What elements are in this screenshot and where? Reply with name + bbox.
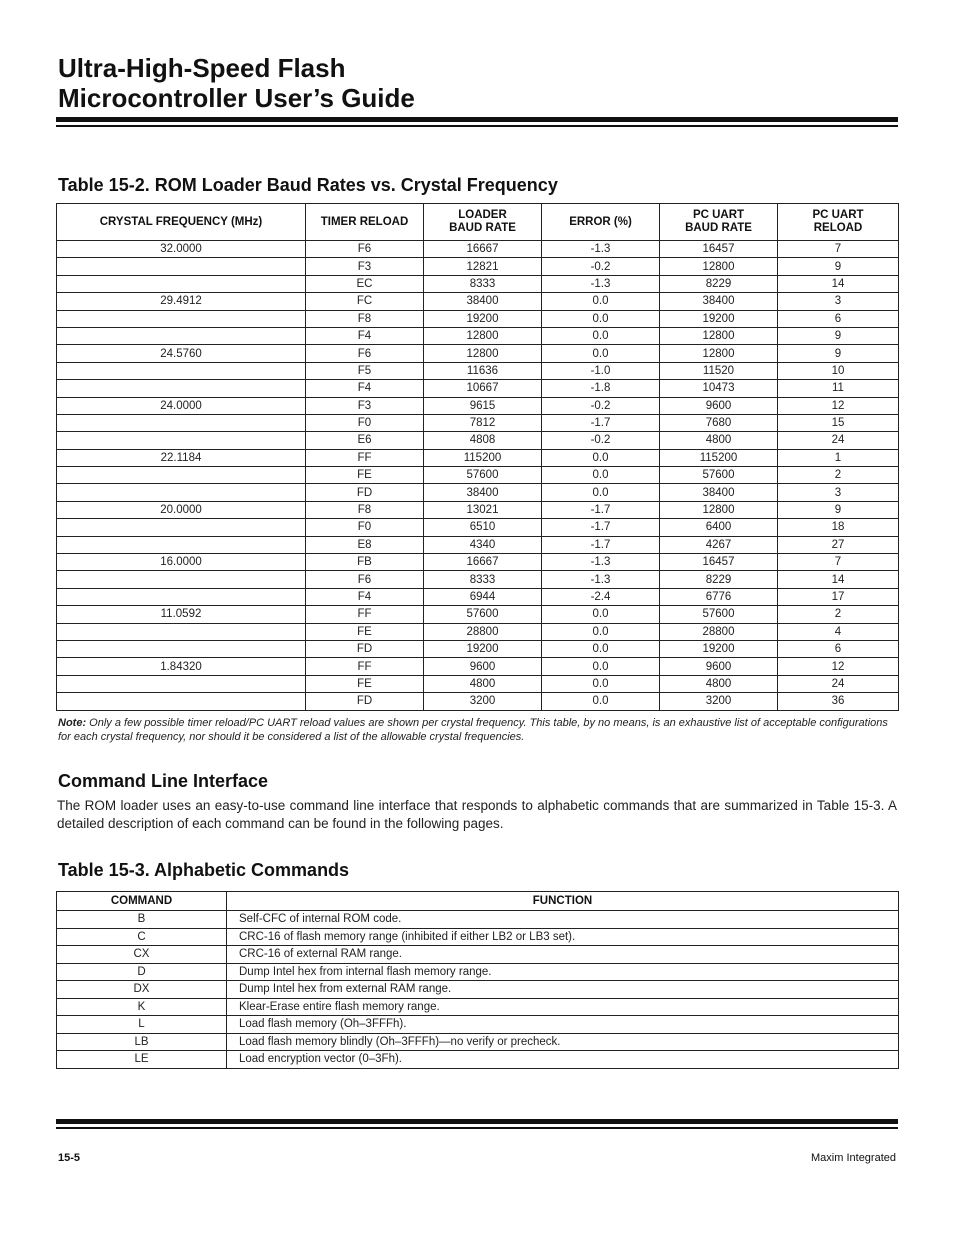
cell-loader-baud-rate: 4808 bbox=[424, 432, 542, 449]
cell-error: 0.0 bbox=[542, 484, 660, 501]
cell-pc-uart-baud-rate: 16457 bbox=[660, 554, 778, 571]
cell-timer-reload: FD bbox=[306, 484, 424, 501]
cell-command: CX bbox=[57, 946, 227, 964]
page-title-line2: Microcontroller User’s Guide bbox=[58, 83, 415, 113]
cell-crystal-frequency: 24.0000 bbox=[57, 397, 306, 414]
commands-table bbox=[56, 891, 899, 1069]
cell-timer-reload: F5 bbox=[306, 362, 424, 379]
cell-error: -0.2 bbox=[542, 432, 660, 449]
footer-rule-thick bbox=[56, 1119, 898, 1124]
cell-crystal-frequency: 32.0000 bbox=[57, 241, 306, 258]
cell-pc-uart-baud-rate: 6400 bbox=[660, 519, 778, 536]
cell-function: Klear-Erase entire flash memory range. bbox=[227, 998, 899, 1016]
cell-crystal-frequency bbox=[57, 275, 306, 292]
table2-row bbox=[57, 1051, 899, 1069]
cell-pc-uart-baud-rate: 4800 bbox=[660, 432, 778, 449]
cell-loader-baud-rate: 57600 bbox=[424, 606, 542, 623]
cell-pc-uart-reload: 12 bbox=[778, 397, 899, 414]
header-rule-thin bbox=[56, 125, 898, 127]
table2-caption: Table 15-3. Alphabetic Commands bbox=[58, 860, 350, 880]
cell-loader-baud-rate: 12800 bbox=[424, 327, 542, 344]
cell-loader-baud-rate: 115200 bbox=[424, 449, 542, 466]
cell-timer-reload: FC bbox=[306, 293, 424, 310]
cell-loader-baud-rate: 6510 bbox=[424, 519, 542, 536]
cell-pc-uart-reload: 9 bbox=[778, 327, 899, 344]
cell-pc-uart-baud-rate: 7680 bbox=[660, 414, 778, 431]
cell-loader-baud-rate: 16667 bbox=[424, 554, 542, 571]
cell-loader-baud-rate: 4800 bbox=[424, 675, 542, 692]
cell-pc-uart-baud-rate: 8229 bbox=[660, 571, 778, 588]
cell-pc-uart-baud-rate: 115200 bbox=[660, 449, 778, 466]
cell-error: -1.7 bbox=[542, 501, 660, 518]
cell-timer-reload: FD bbox=[306, 693, 424, 710]
cell-loader-baud-rate: 9615 bbox=[424, 397, 542, 414]
table1-row bbox=[57, 501, 899, 518]
cell-pc-uart-reload: 36 bbox=[778, 693, 899, 710]
cell-pc-uart-reload: 4 bbox=[778, 623, 899, 640]
cell-crystal-frequency bbox=[57, 571, 306, 588]
cell-pc-uart-reload: 14 bbox=[778, 275, 899, 292]
table1-row bbox=[57, 640, 899, 657]
cell-pc-uart-baud-rate: 12800 bbox=[660, 258, 778, 275]
table1-row bbox=[57, 414, 899, 431]
cell-timer-reload: F4 bbox=[306, 327, 424, 344]
cell-error: 0.0 bbox=[542, 449, 660, 466]
cell-command: LE bbox=[57, 1051, 227, 1069]
cell-pc-uart-reload: 3 bbox=[778, 484, 899, 501]
cell-error: -1.7 bbox=[542, 536, 660, 553]
cell-pc-uart-reload: 9 bbox=[778, 501, 899, 518]
cell-command: L bbox=[57, 1016, 227, 1034]
cell-crystal-frequency: 29.4912 bbox=[57, 293, 306, 310]
cell-timer-reload: F8 bbox=[306, 501, 424, 518]
cell-command: C bbox=[57, 928, 227, 946]
cell-loader-baud-rate: 13021 bbox=[424, 501, 542, 518]
table2-row bbox=[57, 963, 899, 981]
section-heading: Command Line Interface bbox=[58, 771, 269, 791]
table2-header-function: FUNCTION bbox=[227, 892, 899, 911]
cell-pc-uart-reload: 3 bbox=[778, 293, 899, 310]
table2-row bbox=[57, 998, 899, 1016]
cell-pc-uart-baud-rate: 6776 bbox=[660, 588, 778, 605]
cell-timer-reload: F3 bbox=[306, 258, 424, 275]
cell-timer-reload: EC bbox=[306, 275, 424, 292]
cell-timer-reload: E6 bbox=[306, 432, 424, 449]
page-number: 15-5 bbox=[58, 1152, 81, 1164]
table1-row bbox=[57, 310, 899, 327]
cell-error: 0.0 bbox=[542, 623, 660, 640]
table1-row bbox=[57, 241, 899, 258]
table1-row bbox=[57, 293, 899, 310]
cell-timer-reload: F0 bbox=[306, 414, 424, 431]
cell-timer-reload: F4 bbox=[306, 380, 424, 397]
table1-row bbox=[57, 658, 899, 675]
cell-loader-baud-rate: 3200 bbox=[424, 693, 542, 710]
cell-crystal-frequency: 24.5760 bbox=[57, 345, 306, 362]
cell-pc-uart-reload: 9 bbox=[778, 258, 899, 275]
cell-timer-reload: FF bbox=[306, 658, 424, 675]
cell-crystal-frequency bbox=[57, 414, 306, 431]
cell-pc-uart-baud-rate: 19200 bbox=[660, 310, 778, 327]
cell-pc-uart-reload: 2 bbox=[778, 467, 899, 484]
cell-error: 0.0 bbox=[542, 345, 660, 362]
table1-row bbox=[57, 432, 899, 449]
cell-error: -1.3 bbox=[542, 241, 660, 258]
table1-row bbox=[57, 536, 899, 553]
cell-loader-baud-rate: 38400 bbox=[424, 484, 542, 501]
table1-header-timer-reload: TIMER RELOAD bbox=[306, 204, 424, 241]
cell-error: 0.0 bbox=[542, 327, 660, 344]
cell-crystal-frequency bbox=[57, 362, 306, 379]
cell-timer-reload: FD bbox=[306, 640, 424, 657]
table1-row bbox=[57, 693, 899, 710]
cell-crystal-frequency bbox=[57, 327, 306, 344]
table1-caption: Table 15-2. ROM Loader Baud Rates vs. Crystal Frequency bbox=[58, 175, 558, 195]
cell-pc-uart-baud-rate: 4800 bbox=[660, 675, 778, 692]
footer-rule-thin bbox=[56, 1127, 898, 1129]
cell-timer-reload: F6 bbox=[306, 345, 424, 362]
cell-command: B bbox=[57, 911, 227, 929]
cell-crystal-frequency bbox=[57, 432, 306, 449]
cell-timer-reload: E8 bbox=[306, 536, 424, 553]
table1-row bbox=[57, 571, 899, 588]
cell-loader-baud-rate: 28800 bbox=[424, 623, 542, 640]
table2-row bbox=[57, 946, 899, 964]
cell-crystal-frequency bbox=[57, 675, 306, 692]
cell-command: DX bbox=[57, 981, 227, 999]
cell-error: -1.3 bbox=[542, 275, 660, 292]
cell-loader-baud-rate: 9600 bbox=[424, 658, 542, 675]
cell-command: LB bbox=[57, 1033, 227, 1051]
cell-pc-uart-reload: 27 bbox=[778, 536, 899, 553]
cell-crystal-frequency: 16.0000 bbox=[57, 554, 306, 571]
cell-crystal-frequency bbox=[57, 310, 306, 327]
table1-note bbox=[58, 716, 898, 744]
cell-pc-uart-reload: 12 bbox=[778, 658, 899, 675]
cell-error: -1.3 bbox=[542, 571, 660, 588]
table2-row bbox=[57, 928, 899, 946]
table1-row bbox=[57, 258, 899, 275]
table2-row bbox=[57, 911, 899, 929]
table1-row bbox=[57, 554, 899, 571]
table1-row bbox=[57, 675, 899, 692]
cell-error: 0.0 bbox=[542, 675, 660, 692]
cell-loader-baud-rate: 38400 bbox=[424, 293, 542, 310]
cell-loader-baud-rate: 8333 bbox=[424, 571, 542, 588]
cell-pc-uart-baud-rate: 16457 bbox=[660, 241, 778, 258]
cell-pc-uart-reload: 18 bbox=[778, 519, 899, 536]
cell-function: Load flash memory (Oh–3FFFh). bbox=[227, 1016, 899, 1034]
table2-row bbox=[57, 1016, 899, 1034]
cell-loader-baud-rate: 4340 bbox=[424, 536, 542, 553]
cell-loader-baud-rate: 16667 bbox=[424, 241, 542, 258]
cell-crystal-frequency bbox=[57, 467, 306, 484]
cell-crystal-frequency bbox=[57, 519, 306, 536]
baud-rate-table bbox=[56, 203, 899, 711]
table1-header-row bbox=[57, 204, 899, 241]
table1-header-pc-uart-reload: PC UART RELOAD bbox=[778, 204, 899, 241]
cell-crystal-frequency bbox=[57, 380, 306, 397]
cell-error: -2.4 bbox=[542, 588, 660, 605]
cell-function: Dump Intel hex from internal flash memory range. bbox=[227, 963, 899, 981]
cell-timer-reload: F6 bbox=[306, 241, 424, 258]
cell-crystal-frequency: 22.1184 bbox=[57, 449, 306, 466]
cell-crystal-frequency bbox=[57, 693, 306, 710]
cell-loader-baud-rate: 19200 bbox=[424, 310, 542, 327]
cell-timer-reload: FE bbox=[306, 467, 424, 484]
cell-command: D bbox=[57, 963, 227, 981]
cell-pc-uart-baud-rate: 38400 bbox=[660, 293, 778, 310]
cell-function: Load flash memory blindly (Oh–3FFFh)—no verify or precheck. bbox=[227, 1033, 899, 1051]
cell-pc-uart-baud-rate: 57600 bbox=[660, 467, 778, 484]
cell-pc-uart-baud-rate: 19200 bbox=[660, 640, 778, 657]
table1-header-pc-uart-baud-rate: PC UART BAUD RATE bbox=[660, 204, 778, 241]
cell-pc-uart-reload: 14 bbox=[778, 571, 899, 588]
table2-header-row bbox=[57, 892, 899, 911]
cell-error: -0.2 bbox=[542, 258, 660, 275]
section-paragraph: The ROM loader uses an easy-to-use command line interface that responds to alphabetic commands that are summarized in Table 15-3. A detailed description of each command can be found in the following pages. bbox=[57, 798, 897, 831]
table1-row bbox=[57, 484, 899, 501]
cell-pc-uart-reload: 2 bbox=[778, 606, 899, 623]
cell-function: CRC-16 of external RAM range. bbox=[227, 946, 899, 964]
cell-error: -1.7 bbox=[542, 414, 660, 431]
note-label: Note: bbox=[58, 717, 87, 729]
cell-pc-uart-baud-rate: 10473 bbox=[660, 380, 778, 397]
table1-row bbox=[57, 275, 899, 292]
cell-function: Self-CFC of internal ROM code. bbox=[227, 911, 899, 929]
table2-row bbox=[57, 1033, 899, 1051]
cell-pc-uart-baud-rate: 12800 bbox=[660, 345, 778, 362]
cell-loader-baud-rate: 7812 bbox=[424, 414, 542, 431]
cell-pc-uart-baud-rate: 3200 bbox=[660, 693, 778, 710]
cell-error: 0.0 bbox=[542, 693, 660, 710]
cell-error: 0.0 bbox=[542, 310, 660, 327]
cell-pc-uart-reload: 17 bbox=[778, 588, 899, 605]
cell-crystal-frequency bbox=[57, 640, 306, 657]
cell-error: 0.0 bbox=[542, 658, 660, 675]
table1-header-crystal-frequency: CRYSTAL FREQUENCY (MHz) bbox=[57, 204, 306, 241]
table1-row bbox=[57, 606, 899, 623]
cell-pc-uart-baud-rate: 12800 bbox=[660, 327, 778, 344]
cell-crystal-frequency bbox=[57, 258, 306, 275]
table1-header-loader-baud-rate: LOADER BAUD RATE bbox=[424, 204, 542, 241]
cell-error: 0.0 bbox=[542, 606, 660, 623]
cell-timer-reload: FE bbox=[306, 623, 424, 640]
cell-timer-reload: F4 bbox=[306, 588, 424, 605]
cell-pc-uart-baud-rate: 12800 bbox=[660, 501, 778, 518]
cell-error: -1.7 bbox=[542, 519, 660, 536]
cell-crystal-frequency bbox=[57, 536, 306, 553]
cell-pc-uart-baud-rate: 8229 bbox=[660, 275, 778, 292]
cell-timer-reload: F6 bbox=[306, 571, 424, 588]
header-rule-thick bbox=[56, 117, 898, 122]
cell-pc-uart-reload: 11 bbox=[778, 380, 899, 397]
table1-row bbox=[57, 588, 899, 605]
cell-error: 0.0 bbox=[542, 467, 660, 484]
table1-row bbox=[57, 397, 899, 414]
cell-crystal-frequency: 20.0000 bbox=[57, 501, 306, 518]
table1-row bbox=[57, 623, 899, 640]
cell-pc-uart-baud-rate: 9600 bbox=[660, 397, 778, 414]
cell-timer-reload: FF bbox=[306, 606, 424, 623]
cell-pc-uart-baud-rate: 57600 bbox=[660, 606, 778, 623]
cell-timer-reload: F0 bbox=[306, 519, 424, 536]
cell-error: -1.3 bbox=[542, 554, 660, 571]
cell-pc-uart-baud-rate: 38400 bbox=[660, 484, 778, 501]
table1-row bbox=[57, 519, 899, 536]
cell-crystal-frequency bbox=[57, 623, 306, 640]
cell-crystal-frequency bbox=[57, 588, 306, 605]
cell-pc-uart-reload: 24 bbox=[778, 675, 899, 692]
cell-pc-uart-reload: 7 bbox=[778, 554, 899, 571]
cell-error: 0.0 bbox=[542, 640, 660, 657]
cell-crystal-frequency bbox=[57, 484, 306, 501]
cell-loader-baud-rate: 8333 bbox=[424, 275, 542, 292]
cell-pc-uart-reload: 24 bbox=[778, 432, 899, 449]
cell-pc-uart-reload: 9 bbox=[778, 345, 899, 362]
cell-timer-reload: FF bbox=[306, 449, 424, 466]
cell-pc-uart-reload: 7 bbox=[778, 241, 899, 258]
cell-timer-reload: FE bbox=[306, 675, 424, 692]
cell-loader-baud-rate: 6944 bbox=[424, 588, 542, 605]
cell-error: 0.0 bbox=[542, 293, 660, 310]
cell-timer-reload: FB bbox=[306, 554, 424, 571]
cell-pc-uart-reload: 1 bbox=[778, 449, 899, 466]
cell-pc-uart-baud-rate: 28800 bbox=[660, 623, 778, 640]
page-title bbox=[58, 53, 415, 113]
cell-error: -1.8 bbox=[542, 380, 660, 397]
cell-pc-uart-baud-rate: 11520 bbox=[660, 362, 778, 379]
cell-function: Dump Intel hex from external RAM range. bbox=[227, 981, 899, 999]
cell-pc-uart-reload: 10 bbox=[778, 362, 899, 379]
cell-loader-baud-rate: 19200 bbox=[424, 640, 542, 657]
table1-row bbox=[57, 380, 899, 397]
cell-function: Load encryption vector (0–3Fh). bbox=[227, 1051, 899, 1069]
table2-row bbox=[57, 981, 899, 999]
cell-loader-baud-rate: 11636 bbox=[424, 362, 542, 379]
table1-header-error: ERROR (%) bbox=[542, 204, 660, 241]
cell-loader-baud-rate: 12821 bbox=[424, 258, 542, 275]
table1-row bbox=[57, 467, 899, 484]
cell-pc-uart-baud-rate: 9600 bbox=[660, 658, 778, 675]
table1-row bbox=[57, 327, 899, 344]
cell-timer-reload: F3 bbox=[306, 397, 424, 414]
cell-loader-baud-rate: 57600 bbox=[424, 467, 542, 484]
table1-row bbox=[57, 362, 899, 379]
cell-pc-uart-reload: 15 bbox=[778, 414, 899, 431]
cell-pc-uart-baud-rate: 4267 bbox=[660, 536, 778, 553]
table1-row bbox=[57, 345, 899, 362]
cell-error: -0.2 bbox=[542, 397, 660, 414]
note-text: Only a few possible timer reload/PC UART reload values are shown per crystal frequency. This table, by no means, is an exhaustive list of acceptable configurations for each crystal frequency, nor should it be considered a list of the allowable crystal frequencies. bbox=[58, 717, 888, 743]
cell-crystal-frequency: 1.84320 bbox=[57, 658, 306, 675]
page-title-line1: Ultra-High-Speed Flash bbox=[58, 53, 346, 83]
table2-header-command: COMMAND bbox=[57, 892, 227, 911]
cell-pc-uart-reload: 6 bbox=[778, 310, 899, 327]
cell-crystal-frequency: 11.0592 bbox=[57, 606, 306, 623]
cell-error: -1.0 bbox=[542, 362, 660, 379]
company-name: Maxim Integrated bbox=[811, 1152, 896, 1164]
cell-function: CRC-16 of flash memory range (inhibited if either LB2 or LB3 set). bbox=[227, 928, 899, 946]
cell-loader-baud-rate: 10667 bbox=[424, 380, 542, 397]
cell-loader-baud-rate: 12800 bbox=[424, 345, 542, 362]
table1-row bbox=[57, 449, 899, 466]
cell-command: K bbox=[57, 998, 227, 1016]
cell-timer-reload: F8 bbox=[306, 310, 424, 327]
cell-pc-uart-reload: 6 bbox=[778, 640, 899, 657]
